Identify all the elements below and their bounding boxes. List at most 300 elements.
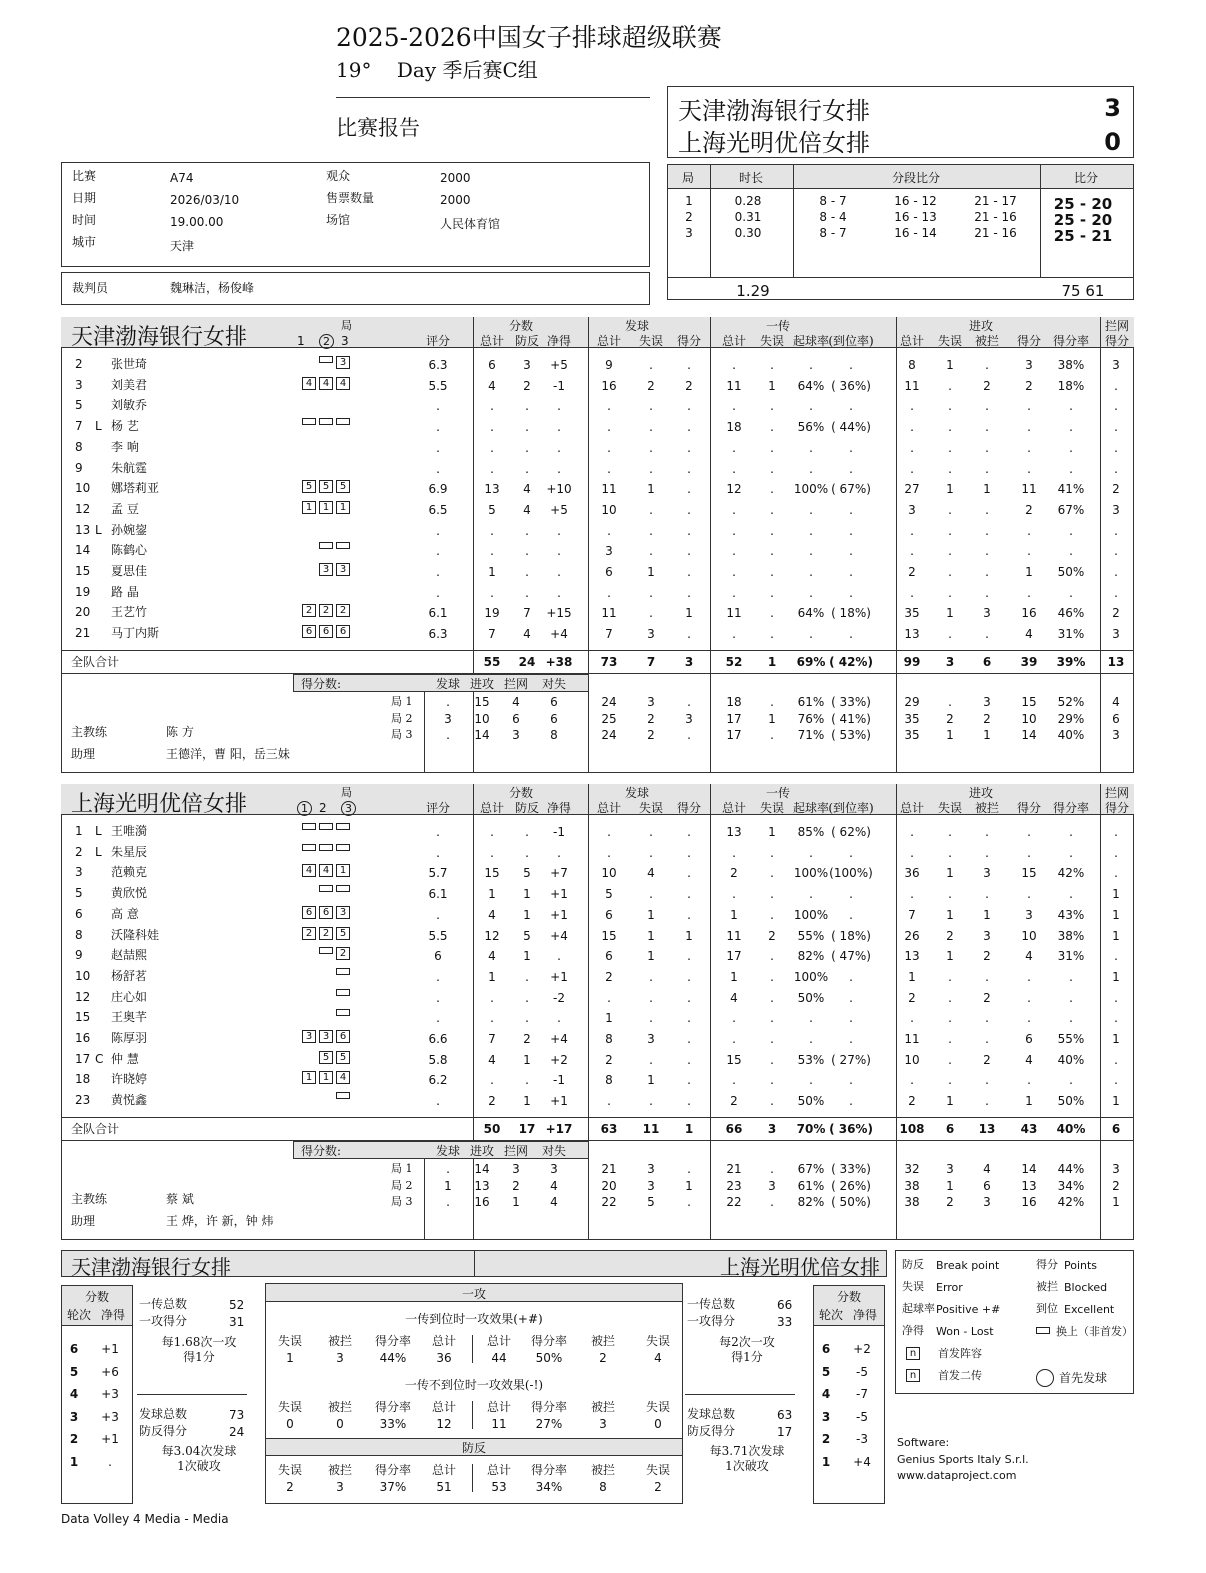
stat-cell: .: [770, 420, 774, 435]
stat-cell: .: [985, 565, 989, 579]
recv-total-label: 一传总数: [687, 1297, 736, 1311]
sub-marker: [319, 418, 333, 425]
player-number: 20: [75, 605, 91, 620]
player-number: 16: [75, 1031, 91, 1045]
stat-cell: .: [948, 523, 952, 538]
sub-marker: [336, 844, 350, 851]
set-stat-cell: 3: [1112, 728, 1120, 742]
stat-cell: 2: [730, 1094, 738, 1109]
rotation-box: [813, 1285, 885, 1504]
start-box-icon: n: [906, 1347, 920, 1360]
info-label: 日期: [72, 191, 97, 205]
stat-cell: .: [490, 440, 494, 455]
sub-marker-icon: [1036, 1327, 1050, 1334]
stat-cell: 7: [605, 627, 613, 642]
rotation-net: +2: [853, 1342, 871, 1356]
mid-value: 0: [336, 1417, 344, 1431]
set-number: 2: [685, 210, 693, 224]
stat-cell: .: [687, 399, 691, 414]
stat-cell: .: [910, 420, 914, 435]
mid-head: 得分率: [374, 1463, 411, 1477]
set-stat-cell: 40%: [1057, 728, 1085, 742]
mid-head: 失误: [277, 1334, 302, 1348]
pos-title: 一传到位时一攻效果(+#): [405, 1312, 543, 1326]
stat-cell: .: [910, 585, 914, 600]
player-number: 18: [75, 1072, 91, 1087]
start-position: 1: [302, 501, 316, 514]
player-name: 朱航霆: [111, 460, 148, 475]
stat-cell: 50%: [797, 1094, 825, 1109]
set-stat-cell: ( 53%): [831, 728, 871, 742]
player-number: 2: [75, 357, 83, 371]
stat-cell: .: [948, 1052, 952, 1067]
set-mark-3: 3: [341, 334, 349, 348]
stat-cell: .: [649, 887, 653, 902]
start-position: 4: [302, 864, 316, 877]
total-cell: +38: [545, 655, 573, 669]
player-sets: [291, 906, 353, 919]
stat-cell: .: [1069, 845, 1073, 860]
stat-cell: 3: [647, 1032, 655, 1046]
stat-cell: .: [770, 627, 774, 642]
stat-cell: 1: [523, 907, 531, 922]
referee-value: 魏琳洁，杨俊峰: [170, 281, 255, 295]
mid-head: 被拦: [590, 1334, 615, 1348]
stat-cell: .: [948, 420, 952, 435]
player-sets: [291, 885, 353, 892]
info-label: 比赛: [72, 169, 97, 183]
stat-cell: 2: [605, 1052, 613, 1067]
set-stat-cell: .: [770, 728, 774, 742]
team2-stats: [61, 784, 1134, 1240]
col-serve: 发球: [624, 786, 649, 800]
start-position: 1: [319, 1071, 333, 1084]
breakdown-cell: 4: [512, 695, 520, 709]
legend-second: 首发二传: [938, 1369, 982, 1382]
mid-value: 2: [599, 1351, 607, 1365]
rotation-number: 6: [821, 1342, 831, 1356]
first-attack-label: 一攻: [461, 1287, 486, 1301]
stat-cell: .: [985, 1011, 989, 1026]
stat-cell: .: [649, 1052, 653, 1067]
stat-cell: .: [607, 440, 611, 455]
breakdown-cell: .: [446, 728, 450, 742]
breakdown-cell: 13: [474, 1178, 490, 1193]
stat-cell: .: [525, 845, 529, 860]
stat-cell: 1: [647, 928, 655, 943]
stat-cell: .: [490, 399, 494, 414]
col-pts-sub: 总计: [479, 801, 504, 815]
stat-cell: 1: [647, 907, 655, 922]
stat-cell: .: [687, 887, 691, 902]
stat-cell: .: [525, 969, 529, 984]
legend-key: 防反: [902, 1258, 924, 1271]
stat-cell: 38%: [1057, 928, 1085, 943]
stat-cell: .: [1027, 825, 1031, 839]
stat-cell: .: [732, 461, 736, 476]
player-number: 17: [75, 1051, 91, 1066]
info-label: 观众: [326, 169, 351, 183]
stat-cell: 11: [726, 378, 742, 393]
stat-cell: .: [649, 461, 653, 476]
set-stat-cell: 1: [685, 1178, 693, 1193]
result-box: [667, 86, 1134, 158]
mid-head: 失误: [645, 1334, 670, 1348]
breakdown-cell: 6: [512, 711, 520, 726]
stat-cell: 1: [908, 969, 916, 984]
stat-cell: .: [1027, 523, 1031, 538]
set-stat-cell: 35: [904, 711, 920, 726]
stat-cell: .: [557, 440, 561, 455]
stat-cell: .: [436, 461, 440, 476]
total-cell: 1: [767, 655, 777, 669]
stat-cell: 85%: [797, 825, 825, 839]
stat-cell: .: [770, 866, 774, 881]
col-atk-sub: 得分: [1016, 801, 1041, 815]
player-sets: [291, 480, 353, 493]
player-role: L: [95, 844, 102, 859]
rotation-number: 4: [821, 1387, 831, 1401]
rotation-net: -5: [856, 1364, 868, 1379]
sets-header-3: 比分: [1073, 171, 1098, 185]
stat-cell: .: [1069, 990, 1073, 1005]
set-stat-cell: .: [687, 695, 691, 709]
col-blk-sub: 得分: [1104, 334, 1129, 348]
stat-cell: .: [1027, 1011, 1031, 1026]
set-stat-cell: 29%: [1057, 711, 1085, 726]
stat-cell: 11: [601, 482, 617, 497]
set-stat-cell: 76%: [797, 711, 825, 726]
stat-cell: .: [809, 1011, 813, 1026]
start-position: 6: [336, 1030, 350, 1043]
stat-cell: .: [948, 1011, 952, 1026]
stat-cell: .: [770, 1073, 774, 1088]
col-pts-sub: 防反: [514, 334, 539, 348]
stat-cell: 6.9: [428, 482, 448, 497]
stat-cell: .: [525, 825, 529, 839]
divider: [474, 1250, 475, 1277]
serve-note: 1次破攻: [725, 1459, 769, 1473]
stat-cell: .: [948, 565, 952, 579]
stat-cell: .: [687, 845, 691, 860]
col-atk-sub: 得分率: [1052, 801, 1089, 815]
stat-cell: 4: [488, 378, 496, 393]
stat-cell: 6: [434, 949, 442, 964]
stat-cell: .: [607, 420, 611, 435]
stat-cell: 31%: [1057, 949, 1085, 964]
stat-cell: .: [687, 461, 691, 476]
rotation-net: +3: [101, 1409, 119, 1424]
stat-cell: 2: [685, 378, 693, 393]
start-position: 3: [336, 906, 350, 919]
set-score: 25 - 20: [1053, 211, 1113, 229]
total-cell: 99: [903, 655, 921, 669]
stat-cell: +1: [550, 907, 568, 922]
partial-score: 21 - 17: [974, 194, 1017, 208]
stat-cell: .: [557, 949, 561, 964]
referee-box: [61, 272, 650, 305]
stat-cell: ( 27%): [831, 1052, 871, 1067]
breakdown-cell: 4: [550, 1195, 558, 1209]
set-mark: [319, 334, 334, 349]
total-cell: 11: [642, 1122, 660, 1136]
sub-marker: [336, 418, 350, 425]
stat-cell: 3: [1025, 907, 1033, 922]
stat-cell: .: [910, 523, 914, 538]
rot-sub: 轮次: [66, 1308, 91, 1322]
coach-name: 陈 方: [166, 725, 194, 739]
stat-cell: .: [985, 399, 989, 414]
stat-cell: -1: [553, 1073, 565, 1088]
player-name: 夏思佳: [111, 564, 148, 578]
stat-cell: .: [849, 1094, 853, 1109]
total-cell: 108: [899, 1122, 925, 1136]
total-label: 全队合计: [71, 655, 120, 669]
player-number: 15: [75, 1010, 91, 1025]
mid-value: 36: [436, 1351, 452, 1365]
set-stat-cell: .: [687, 1162, 691, 1176]
rotation-number: 2: [821, 1432, 831, 1446]
set-stat-cell: 38: [904, 1178, 920, 1193]
mid-value: 34%: [535, 1480, 563, 1494]
col-pts: 分数: [508, 319, 533, 333]
set-stat-cell: 61%: [797, 695, 825, 709]
stat-cell: .: [849, 358, 853, 372]
col-score: 评分: [425, 801, 450, 815]
stat-cell: ( 47%): [831, 949, 871, 964]
start-position: 1: [302, 1071, 316, 1084]
stat-cell: .: [525, 1073, 529, 1088]
away-team-name: 上海光明优倍女排: [678, 129, 870, 157]
player-number: 5: [75, 398, 83, 413]
stat-cell: .: [525, 523, 529, 538]
stat-cell: .: [649, 544, 653, 559]
stat-cell: .: [525, 440, 529, 455]
stat-cell: +1: [550, 1094, 568, 1109]
partial-score: 16 - 13: [894, 210, 937, 224]
coach-label: 主教练: [71, 725, 108, 739]
start-position: 6: [302, 625, 316, 638]
stat-cell: .: [649, 420, 653, 435]
player-sets: [291, 1092, 353, 1099]
stat-cell: 12: [484, 928, 500, 943]
set-stat-cell: 5: [647, 1195, 655, 1209]
breakdown-cell: 1: [512, 1195, 520, 1209]
stat-cell: 6: [1025, 1032, 1033, 1046]
col-atk-sub: 总计: [899, 334, 924, 348]
col-pts-sub: 总计: [479, 334, 504, 348]
player-name: 刘敏乔: [111, 398, 148, 413]
start-position: 4: [319, 377, 333, 390]
set-stat-cell: 4: [983, 1162, 991, 1176]
rotation-box: [61, 1285, 133, 1504]
stat-cell: .: [557, 565, 561, 579]
stat-cell: .: [1114, 544, 1118, 559]
start-position: 2: [336, 604, 350, 617]
stat-cell: 64%: [797, 606, 825, 621]
player-sets: [291, 968, 353, 975]
divider: [472, 1401, 473, 1429]
player-name: 孟 豆: [111, 501, 139, 516]
info-value: 2026/03/10: [170, 193, 240, 207]
stat-cell: .: [607, 990, 611, 1005]
recv-note: 得1分: [731, 1350, 763, 1364]
stat-cell: .: [1114, 440, 1118, 455]
legend-key: 得分: [1036, 1258, 1058, 1271]
stat-cell: (100%): [829, 866, 873, 881]
player-sets: [291, 377, 353, 390]
total-score: 75 61: [1061, 282, 1105, 300]
stat-cell: .: [1069, 420, 1073, 435]
mid-value: 50%: [535, 1351, 563, 1365]
col-atk-sub: 失误: [937, 801, 962, 815]
sets-header-1: 时长: [738, 171, 763, 185]
set-stat-cell: 3: [983, 695, 991, 709]
player-number: 8: [75, 439, 83, 454]
rotation-net: .: [108, 1454, 112, 1469]
stat-cell: .: [1114, 949, 1118, 964]
col-pts-sub: 防反: [514, 801, 539, 815]
stat-cell: .: [732, 544, 736, 559]
stat-cell: 1: [1112, 1094, 1120, 1109]
player-name: 李 响: [111, 439, 139, 454]
stat-cell: 10: [601, 502, 617, 517]
stat-cell: .: [1069, 1011, 1073, 1026]
stat-cell: 5: [605, 887, 613, 902]
set-stat-cell: 20: [601, 1178, 617, 1193]
stat-cell: .: [607, 523, 611, 538]
serve-note: 每3.71次发球: [709, 1444, 785, 1458]
set-stat-cell: 3: [647, 1178, 655, 1193]
stat-cell: .: [687, 523, 691, 538]
stat-cell: .: [910, 887, 914, 902]
divider: [1040, 165, 1041, 189]
mid-head: 失误: [645, 1463, 670, 1477]
stat-cell: .: [985, 1094, 989, 1109]
home-sets-won: 3: [1104, 94, 1121, 122]
partial-score: 21 - 16: [974, 226, 1017, 240]
sub-marker: [336, 1092, 350, 1099]
stat-cell: .: [770, 1052, 774, 1067]
player-number: 10: [75, 968, 91, 983]
stat-cell: .: [525, 565, 529, 579]
stat-cell: .: [849, 461, 853, 476]
set-duration: 0.30: [734, 226, 762, 240]
stat-cell: 7: [523, 606, 531, 621]
stat-cell: .: [849, 887, 853, 902]
stat-cell: 4: [1025, 627, 1033, 642]
col-recv: 一传: [765, 786, 790, 800]
stat-cell: 16: [601, 378, 617, 393]
stat-cell: .: [985, 845, 989, 860]
stat-cell: .: [607, 461, 611, 476]
stat-cell: .: [948, 1032, 952, 1046]
recv-total-label: 一传总数: [139, 1297, 188, 1311]
set-stat-cell: 3: [983, 1195, 991, 1209]
set-stat-cell: ( 33%): [831, 1162, 871, 1176]
stat-cell: 3: [1112, 358, 1120, 372]
set-stat-cell: 1: [1112, 1195, 1120, 1209]
stat-cell: .: [1069, 440, 1073, 455]
legend-sub: 换上（非首发）: [1056, 1325, 1133, 1338]
stat-cell: .: [849, 544, 853, 559]
mid-head: 得分率: [530, 1400, 567, 1414]
player-sets: [291, 625, 353, 638]
stat-cell: 4: [1025, 949, 1033, 964]
stat-cell: .: [809, 565, 813, 579]
stat-cell: 2: [523, 378, 531, 393]
stat-cell: .: [985, 523, 989, 538]
rotation-number: 6: [69, 1342, 79, 1356]
stat-cell: .: [649, 606, 653, 621]
total-cell: 63: [600, 1122, 618, 1136]
set-number: 3: [685, 226, 693, 240]
stat-cell: .: [1114, 1052, 1118, 1067]
team1-stats: [61, 317, 1134, 773]
recv-pts-label: 一攻得分: [139, 1314, 188, 1328]
player-number: 9: [75, 948, 83, 963]
stat-cell: 50%: [1057, 1094, 1085, 1109]
info-label: 售票数量: [326, 191, 375, 205]
breakdown-head: 对失: [541, 1144, 566, 1158]
mid-head: 得分率: [374, 1400, 411, 1414]
stat-cell: .: [687, 420, 691, 435]
stat-cell: .: [1114, 565, 1118, 579]
stat-cell: .: [948, 440, 952, 455]
stat-cell: .: [985, 1073, 989, 1088]
stat-cell: .: [770, 544, 774, 559]
col-recv-sub: 失误: [759, 801, 784, 815]
stat-cell: 2: [523, 1032, 531, 1046]
away-sets-won: 0: [1104, 128, 1121, 156]
stat-cell: .: [948, 544, 952, 559]
stat-cell: .: [1027, 969, 1031, 984]
footer-text: Data Volley 4 Media - Media: [61, 1512, 229, 1526]
stat-cell: ( 36%): [831, 378, 871, 393]
start-position: 5: [336, 927, 350, 940]
set-stat-cell: 15: [1021, 695, 1037, 709]
stat-cell: 15: [1021, 866, 1037, 881]
stat-cell: .: [436, 1094, 440, 1109]
mid-value: 12: [436, 1417, 452, 1431]
start-position: 2: [319, 927, 333, 940]
stat-cell: 15: [484, 866, 500, 881]
breakdown-cell: .: [446, 1195, 450, 1209]
stat-cell: .: [490, 825, 494, 839]
breakdown-label: 得分数:: [301, 677, 342, 691]
stat-cell: .: [436, 907, 440, 922]
stat-cell: .: [1027, 990, 1031, 1005]
rotation-net: +4: [853, 1454, 871, 1469]
stat-cell: 2: [647, 378, 655, 393]
stat-cell: .: [849, 502, 853, 517]
serve-note: 1次破攻: [177, 1459, 221, 1473]
sub-marker: [336, 968, 350, 975]
stat-cell: 1: [946, 1094, 954, 1109]
player-sets: [291, 1071, 353, 1084]
set-stat-cell: 1: [768, 711, 776, 726]
set-duration: 0.31: [734, 210, 762, 224]
info-value: 天津: [170, 239, 195, 253]
stat-cell: 1: [946, 949, 954, 964]
stat-cell: 4: [647, 866, 655, 881]
player-sets: [291, 1051, 353, 1064]
stat-cell: .: [436, 845, 440, 860]
assist-label: 助理: [71, 1214, 96, 1228]
stat-cell: .: [809, 440, 813, 455]
stat-cell: .: [1027, 461, 1031, 476]
stat-cell: 4: [488, 1052, 496, 1067]
